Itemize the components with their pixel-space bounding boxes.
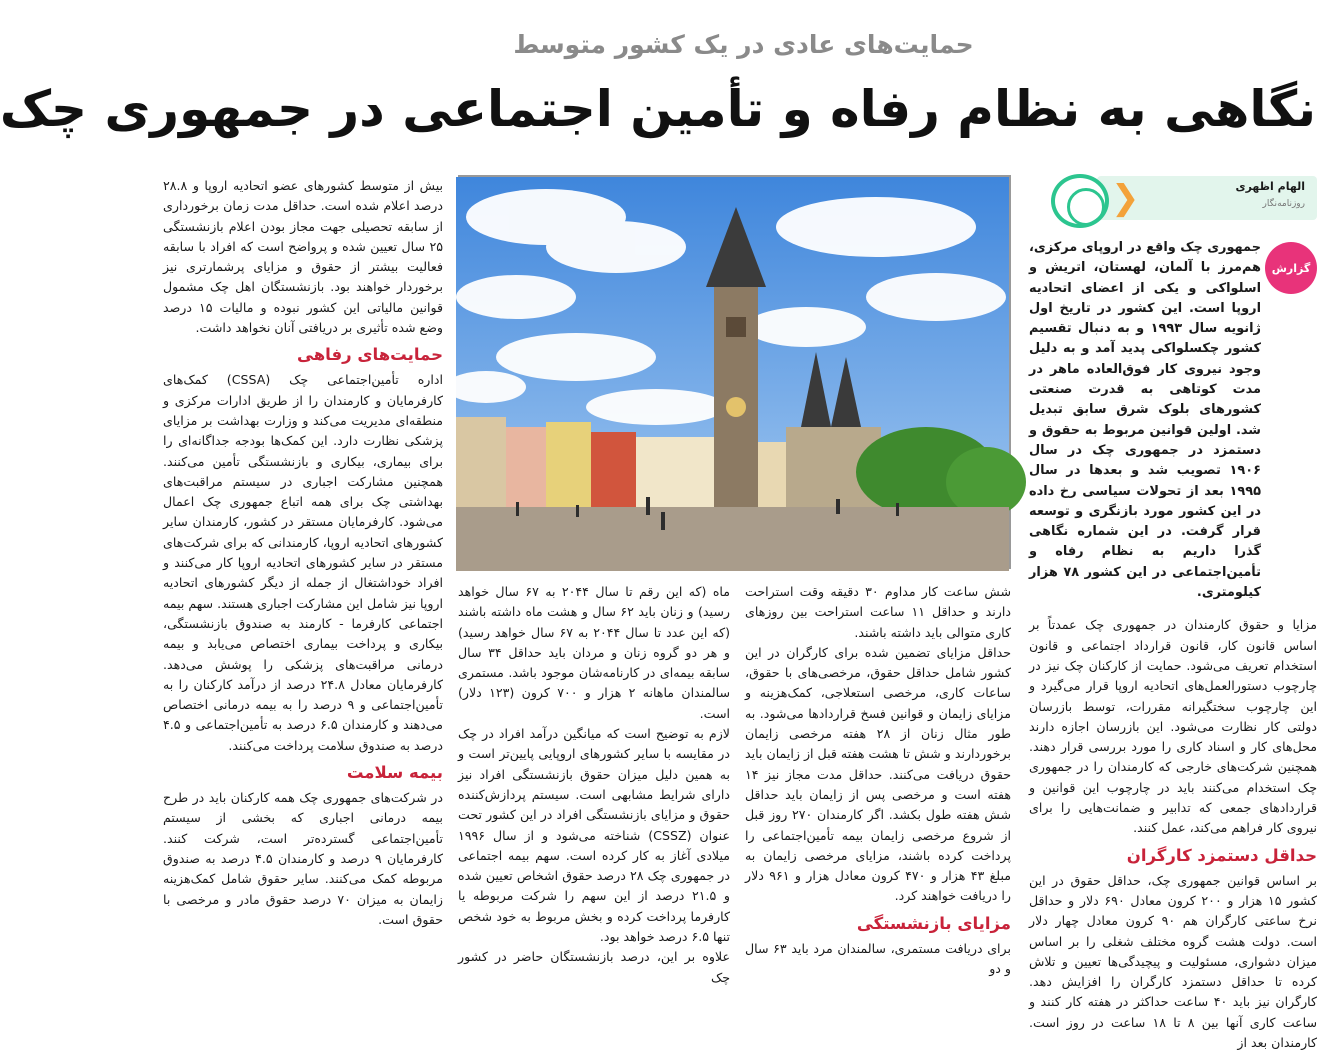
- chevron-icon: ❯: [1111, 178, 1140, 218]
- lead-paragraph: جمهوری چک واقع در اروپای مرکزی، هم‌مرز با آلمان، لهستان، اتریش و اسلواکی و یکی از اعضای اتحادیه اروپا است. این کشور در تاریخ اول ژانویه سال ۱۹۹۳ و به دنبال تقسیم کشور چکسلواکی پدید آمد و به دلیل وجود نیروی کار فوق‌العاده ماهر در مدت کوتاهی به قدرت صنعتی کشورهای بلوک شرق سابق تبدیل شد. اولین قوانین مربوط به حقوق و دستمزد در جمهوری چک در سال ۱۹۰۶ تصویب شد و بعدها در سال ۱۹۹۵ بعد از تحولات سیاسی رخ داده در این کشور مورد بازنگری و توسعه قرار گرفت. در این شماره نگاهی گذرا داریم به نظام رفاه و تأمین‌اجتماعی در این کشور ۷۸ هزار کیلومتری.: [1029, 240, 1261, 601]
- paragraph: علاوه بر این، درصد بازنشستگان حاضر در کشور چک: [458, 949, 730, 985]
- author-role: روزنامه‌نگار: [1262, 199, 1305, 209]
- subhead-health-insurance: بیمه سلامت: [346, 763, 443, 783]
- paragraph: برای دریافت مستمری، سالمندان مرد باید ۶۳ سال و دو: [745, 940, 1012, 977]
- prague-square-illustration: [456, 177, 1009, 571]
- author-box: [1051, 172, 1317, 230]
- paragraph: در شرکت‌های جمهوری چک همه کارکنان باید در طرح بیمه درمانی اجباری که بخشی از سیستم تأمین‌اجتماعی گسترده‌تر است، شرکت کنند. کارفرمایان ۹ درصد و کارمندان ۴.۵ درصد به صندوق مربوطه کمک می‌کنند. سایر حقوق شامل کمک‌هزینه زایمان به میزان ۷۰ درصد حقوق مادر و مرخصی با حقوق است.: [163, 790, 443, 927]
- paragraph: ماه (که این رقم تا سال ۲۰۴۴ به ۶۷ سال خواهد رسید) و زنان باید ۶۲ سال و هشت ماه داشته باشند (که این عدد تا سال ۲۰۴۴ به ۶۷ سال خواهد رسید) و هر دو گروه زنان و مردان باید حداقل ۳۴ سال سابقه بیمه‌ای در کارنامه‌شان موجود باشد. مستمری سالمندان ماهانه ۲ هزار و ۷۰۰ کرون (۱۲۳ دلار) است.: [458, 584, 731, 721]
- photo-old-town-square: [458, 175, 1011, 569]
- paragraph: شش ساعت کار مداوم ۳۰ دقیقه وقت استراحت دارند و حداقل ۱۱ ساعت استراحت بین روزهای کاری متوالی باید داشته باشند.: [745, 584, 1012, 640]
- report-badge: گزارش: [1265, 242, 1317, 294]
- column-mid-left: [458, 582, 731, 985]
- column-left: [163, 176, 443, 950]
- paragraph: بیش از متوسط کشورهای عضو اتحادیه اروپا و ۲۸.۸ درصد اعلام شده است. حداقل مدت زمان برخورداری از سابقه تحصیلی جهت مجاز بودن اعلام بازنشستگی ۲۵ سال تعیین شده و پرواضح است که افراد با سابقه فعالیت بیشتر از حقوق و مزایای پرشمارتری نیز برخوردار خواهند بود. بازنشستگان اهل چک مشمول قوانین مالیاتی این کشور نبوده و مالیات ۱۵ درصد وضع شده تأثیری بر دریافتی آنان نخواهد داشت.: [163, 178, 444, 336]
- paragraph: اداره تأمین‌اجتماعی چک (CSSA) کمک‌های کارفرمایان و کارمندان را از طریق ادارات مرکزی و منطقه‌ای مدیریت می‌کند و وزارت بهداشت بر مزایای پزشکی نظارت دارد. این کمک‌ها بودجه جداگانه‌ای را برای بیماری، بیکاری و بازنشستگی تأمین می‌کنند. همچنین مشارکت اجباری در سیستم مراقبت‌های بهداشتی چک برای همه اتباع جمهوری چک اعمال می‌شود. کارفرمایان مستقر در کشور، کارمندان سایر کشورهای اتحادیه اروپا، کارمندانی که برای شرکت‌های مستقر در سایر کشورهای اتحادیه اروپا کار می‌کنند و افراد خوداشتغال از جمله از دیگر کشورهای اتحادیه اروپا نیز شامل این مشارکت اجباری هستند. سهم بیمه اجتماعی کارفرما - کارمند به صندوق بازنشستگی، بیکاری و پرداخت بیماری اختصاص می‌یابد و بیمه درمانی مراقبت‌های پزشکی را پوشش می‌دهد. کارفرمایان معادل ۲۴.۸ درصد از درآمد کارکنان را به تأمین‌اجتماعی و ۹ درصد را به بیمه درمانی اختصاص می‌دهند و کارمندان ۶.۵ درصد به تأمین‌اجتماعی و ۴.۵ درصد به صندوق سلامت پرداخت می‌کنند.: [163, 372, 444, 753]
- column-mid-right: [745, 582, 1012, 977]
- paragraph: حداقل مزایای تضمین شده برای کارگران در این کشور شامل حداقل حقوق، مرخصی‌های با حقوق، ساعات کاری، مرخصی استعلاجی، کمک‌هزینه و مزایای زایمان و قوانین فسخ قراردادها می‌شود. به طور مثال زنان از ۲۸ هفته مرخصی زایمان برخوردارند و شش تا هشت هفته قبل از زایمان باید حقوق دریافت می‌کنند. حداقل مدت مجاز نیز ۱۴ هفته است و مرخصی پس از زایمان باید حداقل شش هفته طول بکشد. اگر کارمندان ۲۷۰ روز قبل از شروع مرخصی زایمان بیمه تأمین‌اجتماعی را پرداخت کرده باشند، مزایای مرخصی زایمان به مبلغ ۴۳ هزار و ۴۷۰ کرون معادل هزار و ۹۶۱ دلار را دریافت خواهند کرد.: [745, 644, 1011, 904]
- subhead-min-wage: حداقل دستمزد کارگران: [1126, 845, 1317, 865]
- subhead-welfare: حمایت‌های رفاهی: [297, 345, 443, 365]
- author-ring-icon: [1051, 174, 1109, 228]
- author-ring-inner-icon: [1067, 188, 1105, 226]
- paragraph: لازم به توضیح است که میانگین درآمد افراد در چک در مقایسه با سایر کشورهای اروپایی پایین‌تر است و به همین دلیل میزان حقوق بازنشستگی افراد نیز دارای شرایط مشابهی است. سیستم پردازش‌کننده حقوق و مزایای بازنشستگی افراد در این کشور تحت عنوان (CSSZ) شناخته می‌شود و از سال ۱۹۹۶ میلادی آغاز به کار کرده است. سهم بیمه اجتماعی در جمهوری چک ۲۸ درصد حقوق اشخاص تعیین شده و ۲۱.۵ درصد از این سهم را شرکت مربوطه یا کارفرما پرداخت کرده و بخش مربوط به خود شخص تنها ۶.۵ درصد خواهد بود.: [458, 726, 730, 945]
- subhead-pension: مزایای بازنشستگی: [856, 913, 1011, 933]
- column-right: [1029, 238, 1318, 1050]
- author-name: الهام اظهری: [1235, 180, 1305, 193]
- kicker: حمایت‌های عادی در یک کشور متوسط: [513, 30, 974, 59]
- headline: نگاهی به نظام رفاه و تأمین اجتماعی در جمهوری چک: [0, 80, 1316, 138]
- paragraph: مزایا و حقوق کارمندان در جمهوری چک عمدتاً بر اساس قانون کار، قانون قرارداد اجتماعی و قانون استخدام تعریف می‌شود. حمایت از کارکنان چک نیز در چارچوب دستورالعمل‌های اتحادیه اروپا قرار می‌گیرد و این چارچوب سختگیرانه مقررات، توسط بازرسان دولتی کار نظارت می‌شود. این بازرسان اجازه دارند محل‌های کار و اسناد کاری را مورد بررسی قرار دهند. همچنین شرکت‌های خارجی که کارمندان را در جمهوری چک استخدام می‌کنند باید در چارچوب این قوانین و قراردادهای جمعی که تدابیر و ضمانت‌هایی را برای نیروی کار فراهم می‌کند، عمل کنند.: [1029, 617, 1317, 836]
- paragraph: بر اساس قوانین جمهوری چک، حداقل حقوق در این کشور ۱۵ هزار و ۲۰۰ کرون معادل ۶۹۰ دلار و حداقل نرخ ساعتی کارگران هم ۹۰ کرون معادل چهار دلار است. دولت هشت گروه مختلف شغلی را بر اساس میزان دشواری، مسئولیت و پیچیدگی‌ها تعیین و تلاش کرده تا حداقل دستمزد کارگران را افزایش دهد. کارگران نیز باید ۴۰ ساعت حداکثر در هفته کار کنند و ساعت کاری آنها بین ۸ تا ۱۸ ساعت در روز است. کارمندان بعد از: [1029, 872, 1318, 1050]
